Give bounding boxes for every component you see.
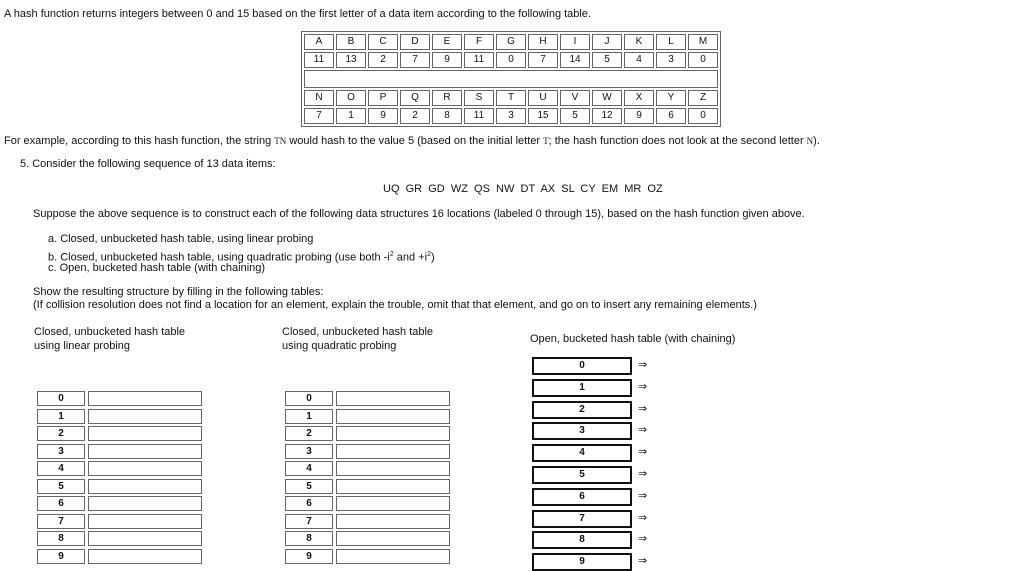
linear-entry-cell[interactable] (88, 461, 202, 476)
question-text: 5. Consider the following sequence of 13 data items: (20, 158, 276, 170)
hash-value-cell: 4 (624, 52, 654, 68)
hash-value-cell: 7 (304, 108, 334, 124)
quadratic-entry-cell[interactable] (336, 531, 450, 546)
hash-value-cell: 14 (560, 52, 590, 68)
chain-arrow-icon: ⇒ (638, 380, 648, 393)
quadratic-entry-cell[interactable] (336, 549, 450, 564)
quadratic-index-cell: 9 (285, 549, 333, 564)
bucket-index-cell[interactable]: 6 (532, 488, 632, 506)
quadratic-table-label-2: using quadratic probing (282, 340, 397, 352)
chain-arrow-icon: ⇒ (638, 555, 648, 568)
chain-arrow-icon: ⇒ (638, 489, 648, 502)
letter-cell: H (528, 34, 558, 50)
example-string: TN (274, 136, 287, 146)
suppose-text: Suppose the above sequence is to construct each of the following data structures 16 locations (labeled 0 through 15), based on the hash function given above. (33, 208, 805, 220)
letter-cell: L (656, 34, 686, 50)
hash-value-cell: 0 (688, 108, 718, 124)
chain-arrow-icon: ⇒ (638, 402, 648, 415)
linear-entry-cell[interactable] (88, 549, 202, 564)
letter-cell: C (368, 34, 398, 50)
hash-value-cell: 2 (368, 52, 398, 68)
data-sequence: UQ GR GD WZ QS NW DT AX SL CY EM MR OZ (383, 183, 663, 195)
linear-index-cell: 3 (37, 444, 85, 459)
letter-cell: V (560, 90, 590, 106)
exponent: 2 (389, 251, 394, 258)
hash-value-cell: 11 (464, 108, 494, 124)
example-letter: T (543, 136, 549, 146)
intro-text: A hash function returns integers between 0 and 15 based on the first letter of a data item according to the following table. (4, 8, 592, 20)
hash-value-cell: 9 (368, 108, 398, 124)
letter-cell: P (368, 90, 398, 106)
linear-index-cell: 6 (37, 496, 85, 511)
letter-cell: I (560, 34, 590, 50)
example-part: would hash to the value 5 (based on the initial letter (286, 135, 544, 147)
letters-row-1 (304, 34, 718, 50)
quadratic-index-cell: 3 (285, 444, 333, 459)
bucket-index-cell[interactable]: 0 (532, 357, 632, 375)
example-part: ; the hash function does not look at the second letter (548, 135, 807, 147)
hash-value-cell: 3 (496, 108, 526, 124)
chain-arrow-icon: ⇒ (638, 468, 648, 480)
option-a: a. Closed, unbucketed hash table, using linear probing (48, 233, 314, 245)
quadratic-entry-cell[interactable] (336, 391, 450, 406)
linear-index-cell: 0 (37, 391, 85, 406)
option-b-text: and +i (393, 251, 428, 264)
quadratic-entry-cell[interactable] (336, 426, 450, 441)
quadratic-index-cell: 5 (285, 479, 333, 494)
letter-cell: U (528, 90, 558, 106)
letter-cell: O (336, 90, 366, 106)
letter-cell: A (304, 34, 334, 50)
quadratic-index-cell: 8 (285, 531, 333, 546)
bucket-index-cell[interactable]: 2 (532, 401, 632, 419)
letters-row-2 (304, 90, 718, 106)
letter-cell: N (304, 90, 334, 106)
linear-entry-cell[interactable] (88, 514, 202, 529)
linear-entry-cell[interactable] (88, 391, 202, 406)
linear-index-cell: 2 (37, 426, 85, 441)
quadratic-table-label: Closed, unbucketed hash table (282, 326, 434, 338)
letter-cell: E (432, 34, 462, 50)
show-text: Show the resulting structure by filling in the following tables: (33, 286, 324, 298)
chain-arrow-icon: ⇒ (638, 446, 648, 459)
option-b-text: b. Closed, unbucketed hash table, using quadratic probing (use both -i (48, 251, 390, 264)
example-part: For example, according to this hash function, the string (4, 135, 275, 147)
open-table-label: Open, bucketed hash table (with chaining) (530, 333, 736, 345)
values-row-2 (304, 108, 718, 124)
example-letter: N (806, 136, 814, 146)
letter-cell: M (688, 34, 718, 50)
quadratic-entry-cell[interactable] (336, 479, 450, 494)
quadratic-index-cell: 4 (285, 461, 333, 476)
hash-function-table (301, 31, 721, 127)
values-row-1 (304, 52, 718, 68)
quadratic-entry-cell[interactable] (336, 461, 450, 476)
letter-cell: Q (400, 90, 430, 106)
linear-table-label-2: using linear probing (34, 340, 131, 352)
bucket-index-cell[interactable]: 8 (532, 531, 632, 549)
linear-index-cell: 5 (37, 479, 85, 494)
bucket-index-cell[interactable]: 4 (532, 444, 632, 462)
linear-entry-cell[interactable] (88, 444, 202, 459)
linear-entry-cell[interactable] (88, 426, 202, 441)
letter-cell: Y (656, 90, 686, 106)
quadratic-index-cell: 1 (285, 409, 333, 424)
hash-value-cell: 12 (592, 108, 622, 124)
hash-value-cell: 2 (400, 108, 430, 124)
quadratic-entry-cell[interactable] (336, 514, 450, 529)
letter-cell: R (432, 90, 462, 106)
hash-value-cell: 5 (592, 52, 622, 68)
letter-cell: T (496, 90, 526, 106)
quadratic-index-cell: 0 (285, 391, 333, 406)
linear-index-cell: 4 (37, 461, 85, 476)
linear-entry-cell[interactable] (88, 531, 202, 546)
hash-value-cell: 7 (528, 52, 558, 68)
quadratic-entry-cell[interactable] (336, 496, 450, 511)
letter-cell: Z (688, 90, 718, 106)
quadratic-index-cell: 6 (285, 496, 333, 511)
bucket-index-cell[interactable]: 7 (532, 510, 632, 528)
option-b-text: ) (431, 251, 435, 264)
exponent: 2 (427, 251, 431, 258)
bucket-index-cell[interactable]: 1 (532, 379, 632, 397)
quadratic-entry-cell[interactable] (336, 409, 450, 424)
chain-arrow-icon: ⇒ (638, 424, 648, 437)
quadratic-entry-cell[interactable] (336, 444, 450, 459)
letter-cell: J (592, 34, 622, 50)
hash-value-cell: 9 (432, 52, 462, 68)
chain-arrow-icon: ⇒ (638, 533, 648, 546)
example-text (4, 135, 820, 148)
linear-index-cell: 8 (37, 531, 85, 546)
hash-value-cell: 9 (624, 108, 654, 124)
bucket-index-cell[interactable]: 5 (532, 466, 632, 484)
hash-value-cell: 1 (336, 108, 366, 124)
chain-arrow-icon: ⇒ (638, 359, 648, 371)
bucket-index-cell[interactable]: 3 (532, 422, 632, 440)
letter-cell: F (464, 34, 494, 50)
letter-cell: W (592, 90, 622, 106)
hash-value-cell: 11 (464, 52, 494, 68)
hash-value-cell: 11 (304, 52, 334, 68)
collision-note: (If collision resolution does not find a location for an element, explain the trouble, omit that that element, and go on to insert any remaining elements.) (33, 299, 757, 311)
letter-cell: B (336, 34, 366, 50)
separator-row (304, 70, 718, 88)
quadratic-index-cell: 2 (285, 426, 333, 441)
letter-cell: S (464, 90, 494, 106)
letter-cell: D (400, 34, 430, 50)
hash-value-cell: 6 (656, 108, 686, 124)
hash-value-cell: 5 (560, 108, 590, 124)
linear-index-cell: 7 (37, 514, 85, 529)
linear-entry-cell[interactable] (88, 496, 202, 511)
linear-entry-cell[interactable] (88, 409, 202, 424)
hash-value-cell: 0 (688, 52, 718, 68)
quadratic-index-cell: 7 (285, 514, 333, 529)
linear-entry-cell[interactable] (88, 479, 202, 494)
linear-table-label: Closed, unbucketed hash table (34, 326, 186, 338)
hash-value-cell: 3 (656, 52, 686, 68)
hash-value-cell: 8 (432, 108, 462, 124)
example-part: ). (813, 135, 820, 147)
hash-value-cell: 13 (336, 52, 366, 68)
option-c: c. Open, bucketed hash table (with chaining) (48, 262, 266, 274)
linear-index-cell: 1 (37, 409, 85, 424)
hash-value-cell: 15 (528, 108, 558, 124)
hash-value-cell: 7 (400, 52, 430, 68)
linear-index-cell: 9 (37, 549, 85, 564)
letter-cell: G (496, 34, 526, 50)
hash-value-cell: 0 (496, 52, 526, 68)
letter-cell: X (624, 90, 654, 106)
bucket-index-cell[interactable]: 9 (532, 553, 632, 571)
letter-cell: K (624, 34, 654, 50)
chain-arrow-icon: ⇒ (638, 511, 648, 524)
